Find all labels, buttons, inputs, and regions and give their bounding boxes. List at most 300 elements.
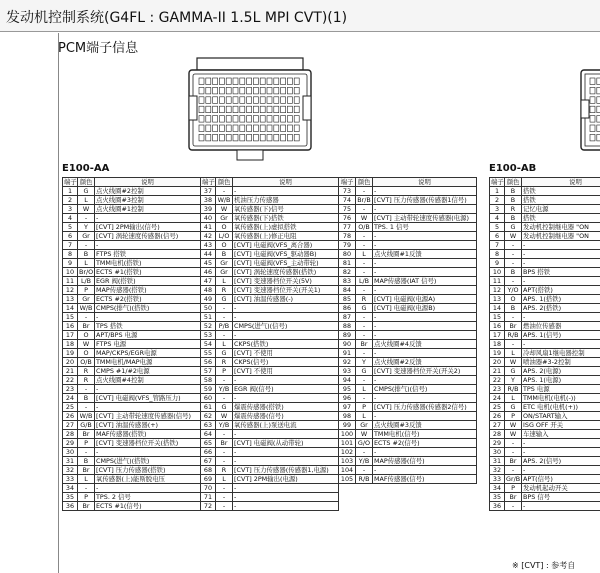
- empty-cell: [339, 484, 477, 493]
- wire-color: -: [78, 448, 95, 457]
- pin-cavity: [219, 106, 224, 113]
- wire-color: -: [505, 250, 522, 259]
- pin-number: 88: [339, 322, 356, 331]
- header-description: 说明: [95, 178, 201, 187]
- pin-description: -: [522, 340, 600, 349]
- wire-color: -: [216, 430, 233, 439]
- pin-number: 64: [201, 430, 216, 439]
- pin-description: 机油压力传感器: [233, 196, 339, 205]
- pin-number: 13: [63, 295, 78, 304]
- wire-color: -: [216, 448, 233, 457]
- table-row: [490, 322, 600, 331]
- table-row: [63, 187, 477, 196]
- wire-color: R: [216, 358, 233, 367]
- pin-cavity: [206, 87, 211, 94]
- pin-cavity: [253, 134, 258, 141]
- pin-description: BPS 搭铁: [522, 268, 600, 277]
- wire-color: W/B: [216, 196, 233, 205]
- pin-description: 发动机控制继电器 "ON: [522, 232, 600, 241]
- wire-color: -: [356, 466, 373, 475]
- pin-cavity: [281, 78, 286, 85]
- pin-cavity: [206, 97, 211, 104]
- header-description: 说明: [373, 178, 477, 187]
- wire-color: Br/O: [78, 268, 95, 277]
- pin-cavity: [240, 125, 245, 132]
- wire-color: L: [356, 385, 373, 394]
- pin-cavity: [267, 125, 272, 132]
- pin-cavity: [233, 116, 238, 123]
- pin-cavity: [267, 97, 272, 104]
- header-terminal: 端子: [339, 178, 356, 187]
- pin-description: TMM电机/MAP电源: [95, 358, 201, 367]
- pin-description: -: [522, 448, 600, 457]
- wire-color: W: [505, 421, 522, 430]
- pin-number: 26: [490, 412, 505, 421]
- table-row: [490, 466, 600, 475]
- pin-cavity: [213, 106, 218, 113]
- pin-cavity: [281, 116, 286, 123]
- table-row: [490, 313, 600, 322]
- table-row: [490, 502, 600, 511]
- wire-color: -: [356, 205, 373, 214]
- table-row: [63, 376, 477, 385]
- table-row: [63, 367, 477, 376]
- pin-cavity: [281, 125, 286, 132]
- pin-number: 17: [490, 331, 505, 340]
- pin-number: 55: [201, 349, 216, 358]
- connector-ab-pin-table: [489, 177, 600, 511]
- pin-description: 搭铁: [522, 187, 600, 196]
- table-row: [63, 304, 477, 313]
- pin-number: 37: [201, 187, 216, 196]
- pin-description: 搭铁: [522, 196, 600, 205]
- wire-color: B: [78, 457, 95, 466]
- pin-cavity: [274, 78, 279, 85]
- header-color: 颜色: [216, 178, 233, 187]
- pin-cavity: [226, 106, 231, 113]
- pin-number: 18: [490, 340, 505, 349]
- pin-cavity: [226, 134, 231, 141]
- pin-description: 搭铁: [522, 214, 600, 223]
- pin-number: 31: [63, 457, 78, 466]
- wire-color: -: [216, 376, 233, 385]
- wire-color: Br: [78, 322, 95, 331]
- pin-description: -: [373, 268, 477, 277]
- pin-number: 103: [339, 457, 356, 466]
- pin-description: -: [373, 412, 477, 421]
- pin-cavity: [240, 134, 245, 141]
- pin-cavity: [267, 106, 272, 113]
- pin-description: -: [373, 259, 477, 268]
- wire-color: G: [78, 187, 95, 196]
- table-row: [490, 430, 600, 439]
- wire-color: Y: [78, 223, 95, 232]
- pin-cavity: [240, 78, 245, 85]
- pin-cavity: [226, 78, 231, 85]
- wire-color: L: [78, 259, 95, 268]
- connector-aa-pin-table: [62, 177, 477, 511]
- pin-number: 65: [201, 439, 216, 448]
- pin-description: 发动机起动开关: [522, 484, 600, 493]
- pin-description: [CVT] 电磁阀(VFS_驱动器B): [233, 250, 339, 259]
- wire-color: G: [216, 295, 233, 304]
- pin-number: 32: [63, 466, 78, 475]
- pin-description: -: [373, 466, 477, 475]
- connector-aa-diagram: [187, 56, 313, 162]
- pin-description: ECTS #1(搭铁): [95, 268, 201, 277]
- pin-number: 101: [339, 439, 356, 448]
- pin-number: 29: [490, 439, 505, 448]
- page-title: 发动机控制系统(G4FL : GAMMA-II 1.5L MPI CVT)(1): [6, 7, 347, 27]
- pin-number: 25: [490, 403, 505, 412]
- table-row: [63, 322, 477, 331]
- pin-number: 90: [339, 340, 356, 349]
- pin-description: APS. 2(搭铁): [522, 304, 600, 313]
- pin-number: 51: [201, 313, 216, 322]
- table-row: [63, 403, 477, 412]
- wire-color: -: [78, 214, 95, 223]
- pin-number: 30: [490, 448, 505, 457]
- pin-description: [CVT] 2PM输出(电源): [233, 475, 339, 484]
- pin-number: 73: [339, 187, 356, 196]
- pin-description: 点火线圈#2控制: [95, 187, 201, 196]
- pin-description: -: [233, 484, 339, 493]
- table-row: [490, 268, 600, 277]
- pin-description: -: [373, 394, 477, 403]
- wire-color: R/B: [505, 385, 522, 394]
- pin-number: 69: [201, 475, 216, 484]
- pin-number: 86: [339, 304, 356, 313]
- pin-number: 15: [490, 313, 505, 322]
- pin-number: 84: [339, 286, 356, 295]
- pin-number: 67: [201, 457, 216, 466]
- pin-cavity: [294, 87, 299, 94]
- pin-number: 16: [63, 322, 78, 331]
- pin-description: [CVT] 电磁阀(VFS_离合器): [233, 241, 339, 250]
- pin-description: TMM电机(电机(-)): [522, 394, 600, 403]
- pin-cavity: [281, 87, 286, 94]
- pin-number: 22: [490, 376, 505, 385]
- pin-number: 5: [63, 223, 78, 232]
- wire-color: -: [356, 259, 373, 268]
- table-row: [490, 250, 600, 259]
- pin-number: 91: [339, 349, 356, 358]
- pin-description: 喷油器#3-2控制: [522, 358, 600, 367]
- pin-description: APS. 1(电源): [522, 376, 600, 385]
- pin-description: MAP传感器(信号): [373, 457, 477, 466]
- pin-number: 40: [201, 214, 216, 223]
- pin-description: [CVT] 压力传感器(搭铁): [95, 466, 201, 475]
- pin-cavity: [590, 116, 595, 123]
- table-row: [63, 430, 477, 439]
- pin-cavity: [253, 106, 258, 113]
- pin-cavity: [226, 116, 231, 123]
- pin-cavity: [274, 97, 279, 104]
- wire-color: Br: [505, 322, 522, 331]
- pin-description: EGR 阀(信号): [233, 385, 339, 394]
- pin-description: TPS 搭铁: [95, 322, 201, 331]
- pin-description: -: [233, 187, 339, 196]
- pin-description: -: [522, 466, 600, 475]
- pin-description: [CVT] 电磁阀(VFS_管路压力): [95, 394, 201, 403]
- wire-color: -: [356, 322, 373, 331]
- pin-description: -: [373, 232, 477, 241]
- pin-number: 50: [201, 304, 216, 313]
- pin-cavity: [287, 78, 292, 85]
- pin-cavity: [253, 97, 258, 104]
- pin-description: CMPS(进气)(搭铁): [95, 457, 201, 466]
- pin-description: 点火线圈#3反馈: [373, 421, 477, 430]
- wire-color: -: [78, 403, 95, 412]
- table-row: [63, 412, 477, 421]
- wire-color: P: [356, 403, 373, 412]
- table-row: [63, 457, 477, 466]
- pin-number: 24: [490, 394, 505, 403]
- pin-number: 26: [63, 412, 78, 421]
- wire-color: -: [216, 484, 233, 493]
- pin-cavity: [226, 87, 231, 94]
- pin-description: -: [233, 331, 339, 340]
- pin-description: EGR 阀(搭铁): [95, 277, 201, 286]
- pin-description: -: [233, 304, 339, 313]
- wire-color: L: [78, 475, 95, 484]
- section-subtitle: PCM端子信息: [58, 37, 138, 56]
- wire-color: Br: [505, 493, 522, 502]
- pin-number: 32: [490, 466, 505, 475]
- table-row: [63, 295, 477, 304]
- pin-number: 77: [339, 223, 356, 232]
- pin-description: -: [373, 187, 477, 196]
- pin-description: APS. 2(电源): [522, 367, 600, 376]
- pin-description: [CVT] 主动带轮速度传感器(电源): [373, 214, 477, 223]
- wire-color: R/B: [356, 475, 373, 484]
- pin-description: -: [95, 385, 201, 394]
- pin-number: 70: [201, 484, 216, 493]
- pin-number: 44: [201, 250, 216, 259]
- empty-cell: [339, 493, 477, 502]
- pin-cavity: [226, 125, 231, 132]
- pin-description: TMM电机(搭铁): [95, 259, 201, 268]
- pin-description: -: [373, 205, 477, 214]
- pin-number: 60: [201, 394, 216, 403]
- pin-cavity: [274, 134, 279, 141]
- pin-number: 102: [339, 448, 356, 457]
- wire-color: -: [356, 331, 373, 340]
- wire-color: O: [78, 349, 95, 358]
- table-row: [490, 196, 600, 205]
- pin-cavity: [287, 134, 292, 141]
- pin-description: CMPS(进气)(信号): [233, 322, 339, 331]
- pin-number: 34: [63, 484, 78, 493]
- wire-color: L/O: [216, 232, 233, 241]
- pin-description: -: [233, 502, 339, 511]
- pin-description: -: [233, 376, 339, 385]
- wire-color: Gr: [216, 214, 233, 223]
- wire-color: G: [356, 367, 373, 376]
- pin-number: 98: [339, 412, 356, 421]
- footnote: ※ [CVT] : 参考自: [512, 560, 575, 571]
- pin-number: 43: [201, 241, 216, 250]
- pin-description: -: [233, 313, 339, 322]
- pin-cavity: [206, 125, 211, 132]
- connector-ab-label: E100-AB: [489, 163, 536, 174]
- pin-number: 20: [63, 358, 78, 367]
- pin-cavity: [287, 97, 292, 104]
- pin-number: 89: [339, 331, 356, 340]
- pin-cavity: [590, 97, 595, 104]
- pin-number: 58: [201, 376, 216, 385]
- pin-description: APS. 1(信号): [522, 331, 600, 340]
- pin-number: 15: [63, 313, 78, 322]
- wire-color: O: [505, 295, 522, 304]
- wire-color: Gr: [216, 268, 233, 277]
- pin-number: 104: [339, 466, 356, 475]
- pin-number: 25: [63, 403, 78, 412]
- wire-color: W: [356, 430, 373, 439]
- wire-color: Gr: [78, 295, 95, 304]
- pin-description: FTPS 搭铁: [95, 250, 201, 259]
- header-terminal: 端子: [490, 178, 505, 187]
- wire-color: B: [505, 268, 522, 277]
- pin-number: 12: [63, 286, 78, 295]
- pin-description: [CVT] 涡轮速度传感器(搭铁): [233, 268, 339, 277]
- pin-number: 9: [63, 259, 78, 268]
- pin-description: CKPS(信号): [233, 358, 339, 367]
- pin-number: 36: [490, 502, 505, 511]
- table-row: [63, 421, 477, 430]
- pin-number: 68: [201, 466, 216, 475]
- table-row: [490, 457, 600, 466]
- pin-number: 8: [490, 250, 505, 259]
- pin-cavity: [260, 116, 265, 123]
- pin-cavity: [274, 125, 279, 132]
- connector-ab-diagram: [579, 56, 600, 162]
- table-row: [490, 331, 600, 340]
- wire-color: P: [78, 439, 95, 448]
- pin-number: 59: [201, 385, 216, 394]
- pin-description: [CVT] 主动带轮速度传感器(信号): [95, 412, 201, 421]
- pin-number: 6: [63, 232, 78, 241]
- pin-number: 66: [201, 448, 216, 457]
- pin-description: -: [522, 250, 600, 259]
- wire-color: -: [78, 241, 95, 250]
- pin-description: [CVT] 变速器档位开关(搭铁): [95, 439, 201, 448]
- pin-cavity: [233, 97, 238, 104]
- pin-cavity: [590, 106, 595, 113]
- table-row: [63, 277, 477, 286]
- pin-description: [CVT] 电磁阀(电源A): [373, 295, 477, 304]
- pin-cavity: [199, 134, 204, 141]
- pin-cavity: [274, 87, 279, 94]
- table-row: [490, 223, 600, 232]
- pin-cavity: [219, 134, 224, 141]
- wire-color: G: [216, 349, 233, 358]
- wire-color: B: [505, 214, 522, 223]
- pin-cavity: [590, 134, 595, 141]
- pin-number: 74: [339, 196, 356, 205]
- pin-description: 氧传感器(下)搭铁: [233, 214, 339, 223]
- pin-number: 28: [63, 430, 78, 439]
- table-row: [63, 286, 477, 295]
- wire-color: L: [356, 412, 373, 421]
- pin-number: 97: [339, 403, 356, 412]
- pin-description: -: [522, 259, 600, 268]
- pin-cavity: [247, 97, 252, 104]
- wire-color: G: [216, 403, 233, 412]
- wire-color: P/B: [216, 322, 233, 331]
- pin-cavity: [219, 116, 224, 123]
- pin-description: -: [95, 313, 201, 322]
- pin-description: 氧传感器(上)虚拟搭铁: [233, 223, 339, 232]
- pin-cavity: [281, 134, 286, 141]
- pin-description: -: [522, 277, 600, 286]
- pin-description: MAF传感器(搭铁): [95, 430, 201, 439]
- wire-color: -: [216, 457, 233, 466]
- wire-color: O/B: [356, 223, 373, 232]
- pin-number: 52: [201, 322, 216, 331]
- wire-color: W: [78, 205, 95, 214]
- table-row: [63, 250, 477, 259]
- table-row: [490, 475, 600, 484]
- pin-cavity: [219, 78, 224, 85]
- pin-cavity: [206, 106, 211, 113]
- pin-cavity: [213, 78, 218, 85]
- pin-cavity: [294, 116, 299, 123]
- pin-number: 76: [339, 214, 356, 223]
- pin-description: [CVT] 压力传感器(传感器1,电源): [233, 466, 339, 475]
- wire-color: -: [356, 241, 373, 250]
- pin-number: 7: [63, 241, 78, 250]
- pin-number: 41: [201, 223, 216, 232]
- pin-number: 14: [63, 304, 78, 313]
- pin-cavity: [233, 125, 238, 132]
- pin-cavity: [247, 116, 252, 123]
- wire-color: W/B: [78, 304, 95, 313]
- table-row: [490, 376, 600, 385]
- pin-description: [CVT] 油温传感器(-): [233, 295, 339, 304]
- table-header-row: [490, 178, 600, 187]
- wire-color: B: [216, 250, 233, 259]
- wire-color: O: [216, 241, 233, 250]
- pin-description: 氧传感器(上)泵送电流: [233, 421, 339, 430]
- wire-color: L: [505, 349, 522, 358]
- table-row: [63, 385, 477, 394]
- pin-number: 24: [63, 394, 78, 403]
- pin-description: [CVT] 压力传感器(传感器2信号): [373, 403, 477, 412]
- wire-color: W: [356, 214, 373, 223]
- pin-cavity: [240, 106, 245, 113]
- table-row: [63, 223, 477, 232]
- header-description: 说明: [522, 178, 600, 187]
- wire-color: -: [356, 394, 373, 403]
- table-row: [63, 493, 477, 502]
- wire-color: R: [78, 376, 95, 385]
- table-row: [63, 448, 477, 457]
- pin-description: -: [233, 448, 339, 457]
- pin-number: 57: [201, 367, 216, 376]
- table-row: [490, 304, 600, 313]
- table-row: [63, 340, 477, 349]
- pin-cavity: [219, 125, 224, 132]
- wire-color: R/B: [505, 331, 522, 340]
- pin-number: 92: [339, 358, 356, 367]
- pin-number: 96: [339, 394, 356, 403]
- pin-cavity: [233, 106, 238, 113]
- pin-description: 爆震传感器(搭铁): [233, 403, 339, 412]
- pin-cavity: [260, 87, 265, 94]
- pin-cavity: [294, 97, 299, 104]
- pin-cavity: [267, 134, 272, 141]
